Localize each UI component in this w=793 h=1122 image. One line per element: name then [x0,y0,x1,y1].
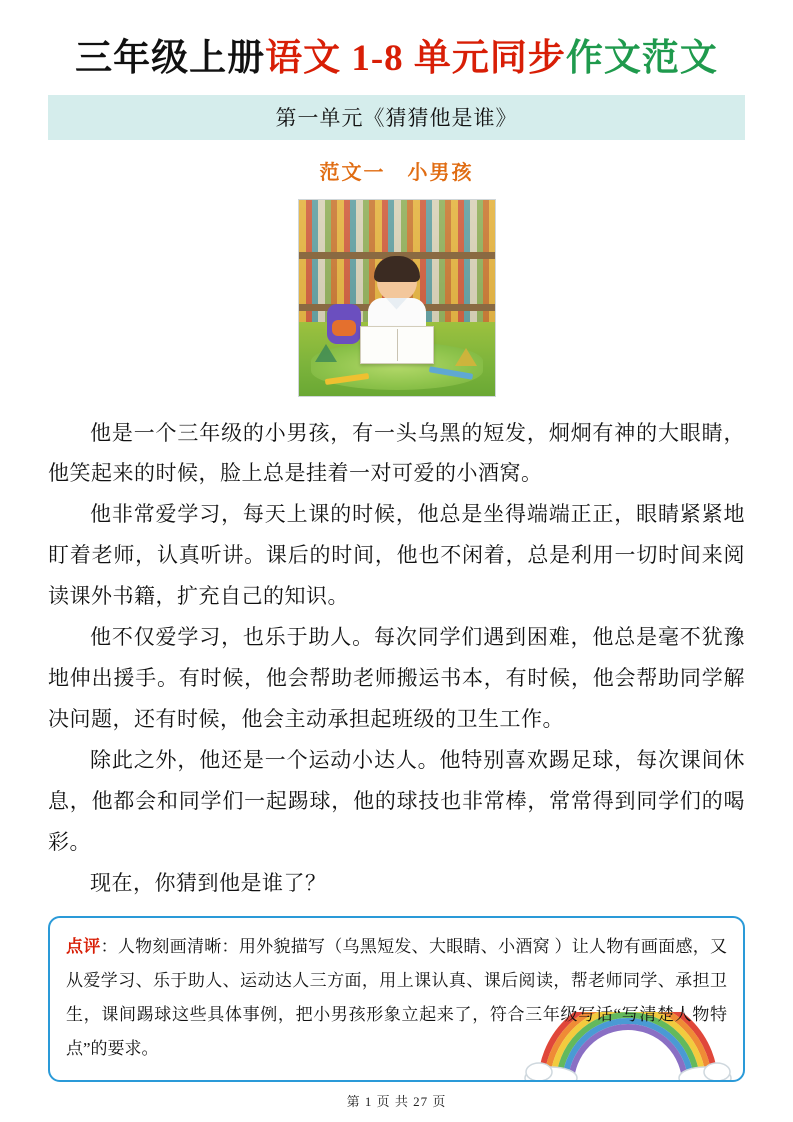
illustration-open-book [360,326,434,364]
comment-text [66,930,727,1066]
paragraph-2: 他非常爱学习，每天上课的时候，他总是坐得端端正正，眼睛紧紧地盯着老师，认真听讲。课后的时间，他也不闲着，总是利用一切时间来阅读课外书籍，扩充自己的知识。 [48,502,745,609]
essay-body [48,413,745,904]
sample-heading [48,156,745,185]
comment-box [48,916,745,1082]
title-segment-1: 三年级上册 [75,38,266,79]
illustration-boy-reading [298,199,496,397]
paragraph-1: 他是一个三年级的小男孩，有一头乌黑的短发，炯炯有神的大眼睛，他笑起来的时候，脸上总是挂着一对可爱的小酒窝。 [48,420,745,486]
illustration-backpack-pocket [332,320,356,336]
title-segment-2: 语文 1-8 单元同步 [265,38,566,79]
comment-body: ：人物刻画清晰：用外貌描写（乌黑短发、大眼睛、小酒窝 ）让人物有画面感，又从爱学习、乐于助人、运动达人三方面，用上课认真、课后阅读，帮老师同学、承担卫生，课间踢球这些具体事例，把小男孩形象立起来了，符合三年级写话“写清楚人物特点”的要求。 [66,937,728,1058]
sample-heading-label: 范文一 [319,161,386,184]
illustration-triangle-left [315,344,337,362]
paragraph-4: 除此之外，他还是一个运动小达人。他特别喜欢踢足球，每次课间休息，他都会和同学们一起踢球，他的球技也非常棒，常常得到同学们的喝彩。 [48,748,745,854]
title-segment-3: 作文范文 [565,38,718,79]
comment-label: 点评 [66,937,101,956]
illustration-container [48,199,745,397]
unit-banner: 第一单元《猜猜他是谁》 [48,95,745,140]
page-title [48,38,745,81]
page-footer: 第 1 页 共 27 页 [346,1094,447,1109]
paragraph-5: 现在，你猜到他是谁了？ [90,870,327,895]
illustration-triangle-right [455,348,477,366]
paragraph-3: 他不仅爱学习，也乐于助人。每次同学们遇到困难，他总是毫不犹豫地伸出援手。有时候，他会帮助老师搬运书本，有时候，他会帮助同学解决问题，还有时候，他会主动承担起班级的卫生工作。 [48,625,745,732]
sample-heading-title: 小男孩 [407,161,474,184]
